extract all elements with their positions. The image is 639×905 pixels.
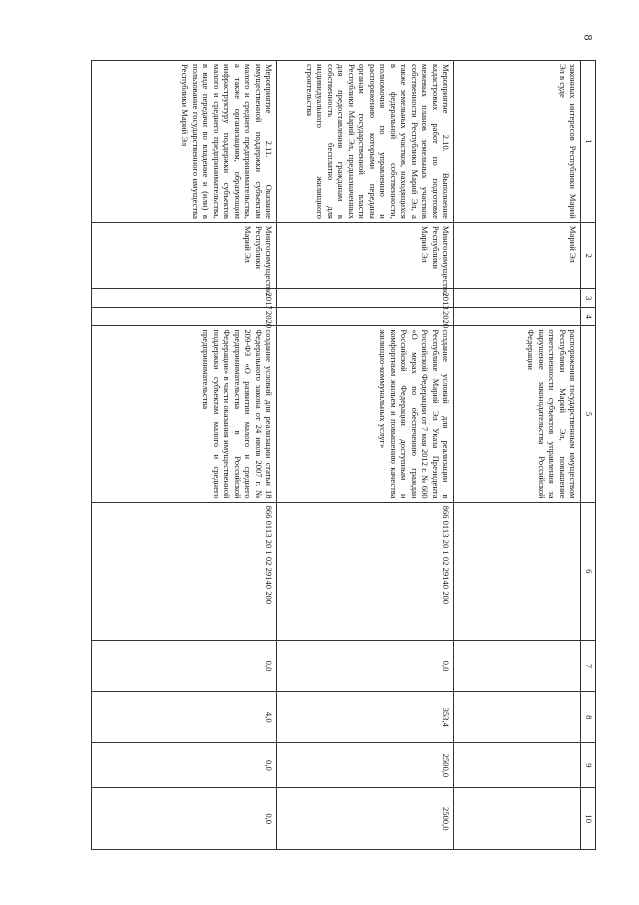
- amount-cell-10: [454, 788, 581, 850]
- amount-cell-8: 4,0: [92, 692, 277, 743]
- column-header-9: 9: [581, 743, 596, 788]
- activity-name-cell: Мероприятие 2.10. Выполнение кадастровых работ по подготовке межевых планов земельных участков собственности Республики Марий Эл, а также земельных участков, находящихся в федеральной собственности, полномочия по управлению и распоряжению которыми переданы органам государственной власти Республики Марий Эл, предназначенных для предоставления гражданам в собственность бесплатно для индивидуального жилищного строительства: [277, 61, 454, 223]
- amount-cell-10: 0,0: [92, 788, 277, 850]
- amount-cell-7: 0,0: [277, 640, 454, 691]
- amount-cell-7: [454, 640, 581, 691]
- column-header-8: 8: [581, 692, 596, 743]
- expected-result-cell: создание условий для реализации статьи 18 Федерального закона от 24 июля 2007 г. № 209-ФЗ «О развитии малого и среднего предпринимательства в Российской Федерации» в части оказания имущественной поддержки субъектам малого и среднего предпринимательства: [92, 326, 277, 502]
- table-row: [454, 61, 581, 850]
- end-year-cell: [454, 307, 581, 325]
- amount-cell-9: [454, 743, 581, 788]
- expected-result-cell: создание условий для реализации в Республике Марий Эл Указа Президента Российской Федерации от 7 мая 2012 г. № 600 «О мерах по обеспечению граждан Российской Федерации доступным и комфортным жильем и повышению качества жилищно-коммунальных услуг»: [277, 326, 454, 502]
- budget-code-cell: 866 0113 20 1 02 29140 200: [92, 502, 277, 640]
- end-year-cell: 2020: [277, 307, 454, 325]
- amount-cell-7: 0,0: [92, 640, 277, 691]
- start-year-cell: 2013: [277, 289, 454, 307]
- expected-result-cell: распоряжения государственным имуществом Республики Марий Эл, повышение ответственности субъектов управления за нарушение законодательства Российской Федерации: [454, 326, 581, 502]
- column-number-row: [581, 61, 596, 850]
- budget-code-cell: [454, 502, 581, 640]
- executor-cell: Мингосимущество Республики Марий Эл: [92, 222, 277, 289]
- column-header-3: 3: [581, 289, 596, 307]
- budget-code-cell: 866 0113 20 1 02 29140 200: [277, 502, 454, 640]
- rotated-table-wrapper: [76, 60, 596, 850]
- amount-cell-9: 2500,0: [277, 743, 454, 788]
- column-header-7: 7: [581, 640, 596, 691]
- activity-name-cell: Мероприятие 2.11. Оказание имущественной поддержки субъектам малого и среднего предпринимательства, а также организациям, образующим инфраструктуру поддержки субъектов малого и среднего предпринимательства, в виде передачи во владение и (или) в пользование государственного имущества Республики Марий Эл: [92, 61, 277, 223]
- activity-name-cell: законных интересов Республики Марий Эл в суде: [454, 61, 581, 223]
- table-row: [92, 61, 277, 850]
- column-header-2: 2: [581, 222, 596, 289]
- program-activities-table: [91, 60, 596, 850]
- start-year-cell: 2017: [92, 289, 277, 307]
- page-number: 8: [581, 34, 596, 41]
- amount-cell-8: 353,4: [277, 692, 454, 743]
- executor-cell: Мингосимущество Республики Марий Эл: [277, 222, 454, 289]
- table-row: [277, 61, 454, 850]
- column-header-10: 10: [581, 788, 596, 850]
- amount-cell-9: 0,0: [92, 743, 277, 788]
- start-year-cell: [454, 289, 581, 307]
- column-header-6: 6: [581, 502, 596, 640]
- amount-cell-8: [454, 692, 581, 743]
- executor-cell: Марий Эл: [454, 222, 581, 289]
- end-year-cell: 2020: [92, 307, 277, 325]
- column-header-5: 5: [581, 326, 596, 502]
- column-header-4: 4: [581, 307, 596, 325]
- amount-cell-10: 2500,0: [277, 788, 454, 850]
- column-header-1: 1: [581, 61, 596, 223]
